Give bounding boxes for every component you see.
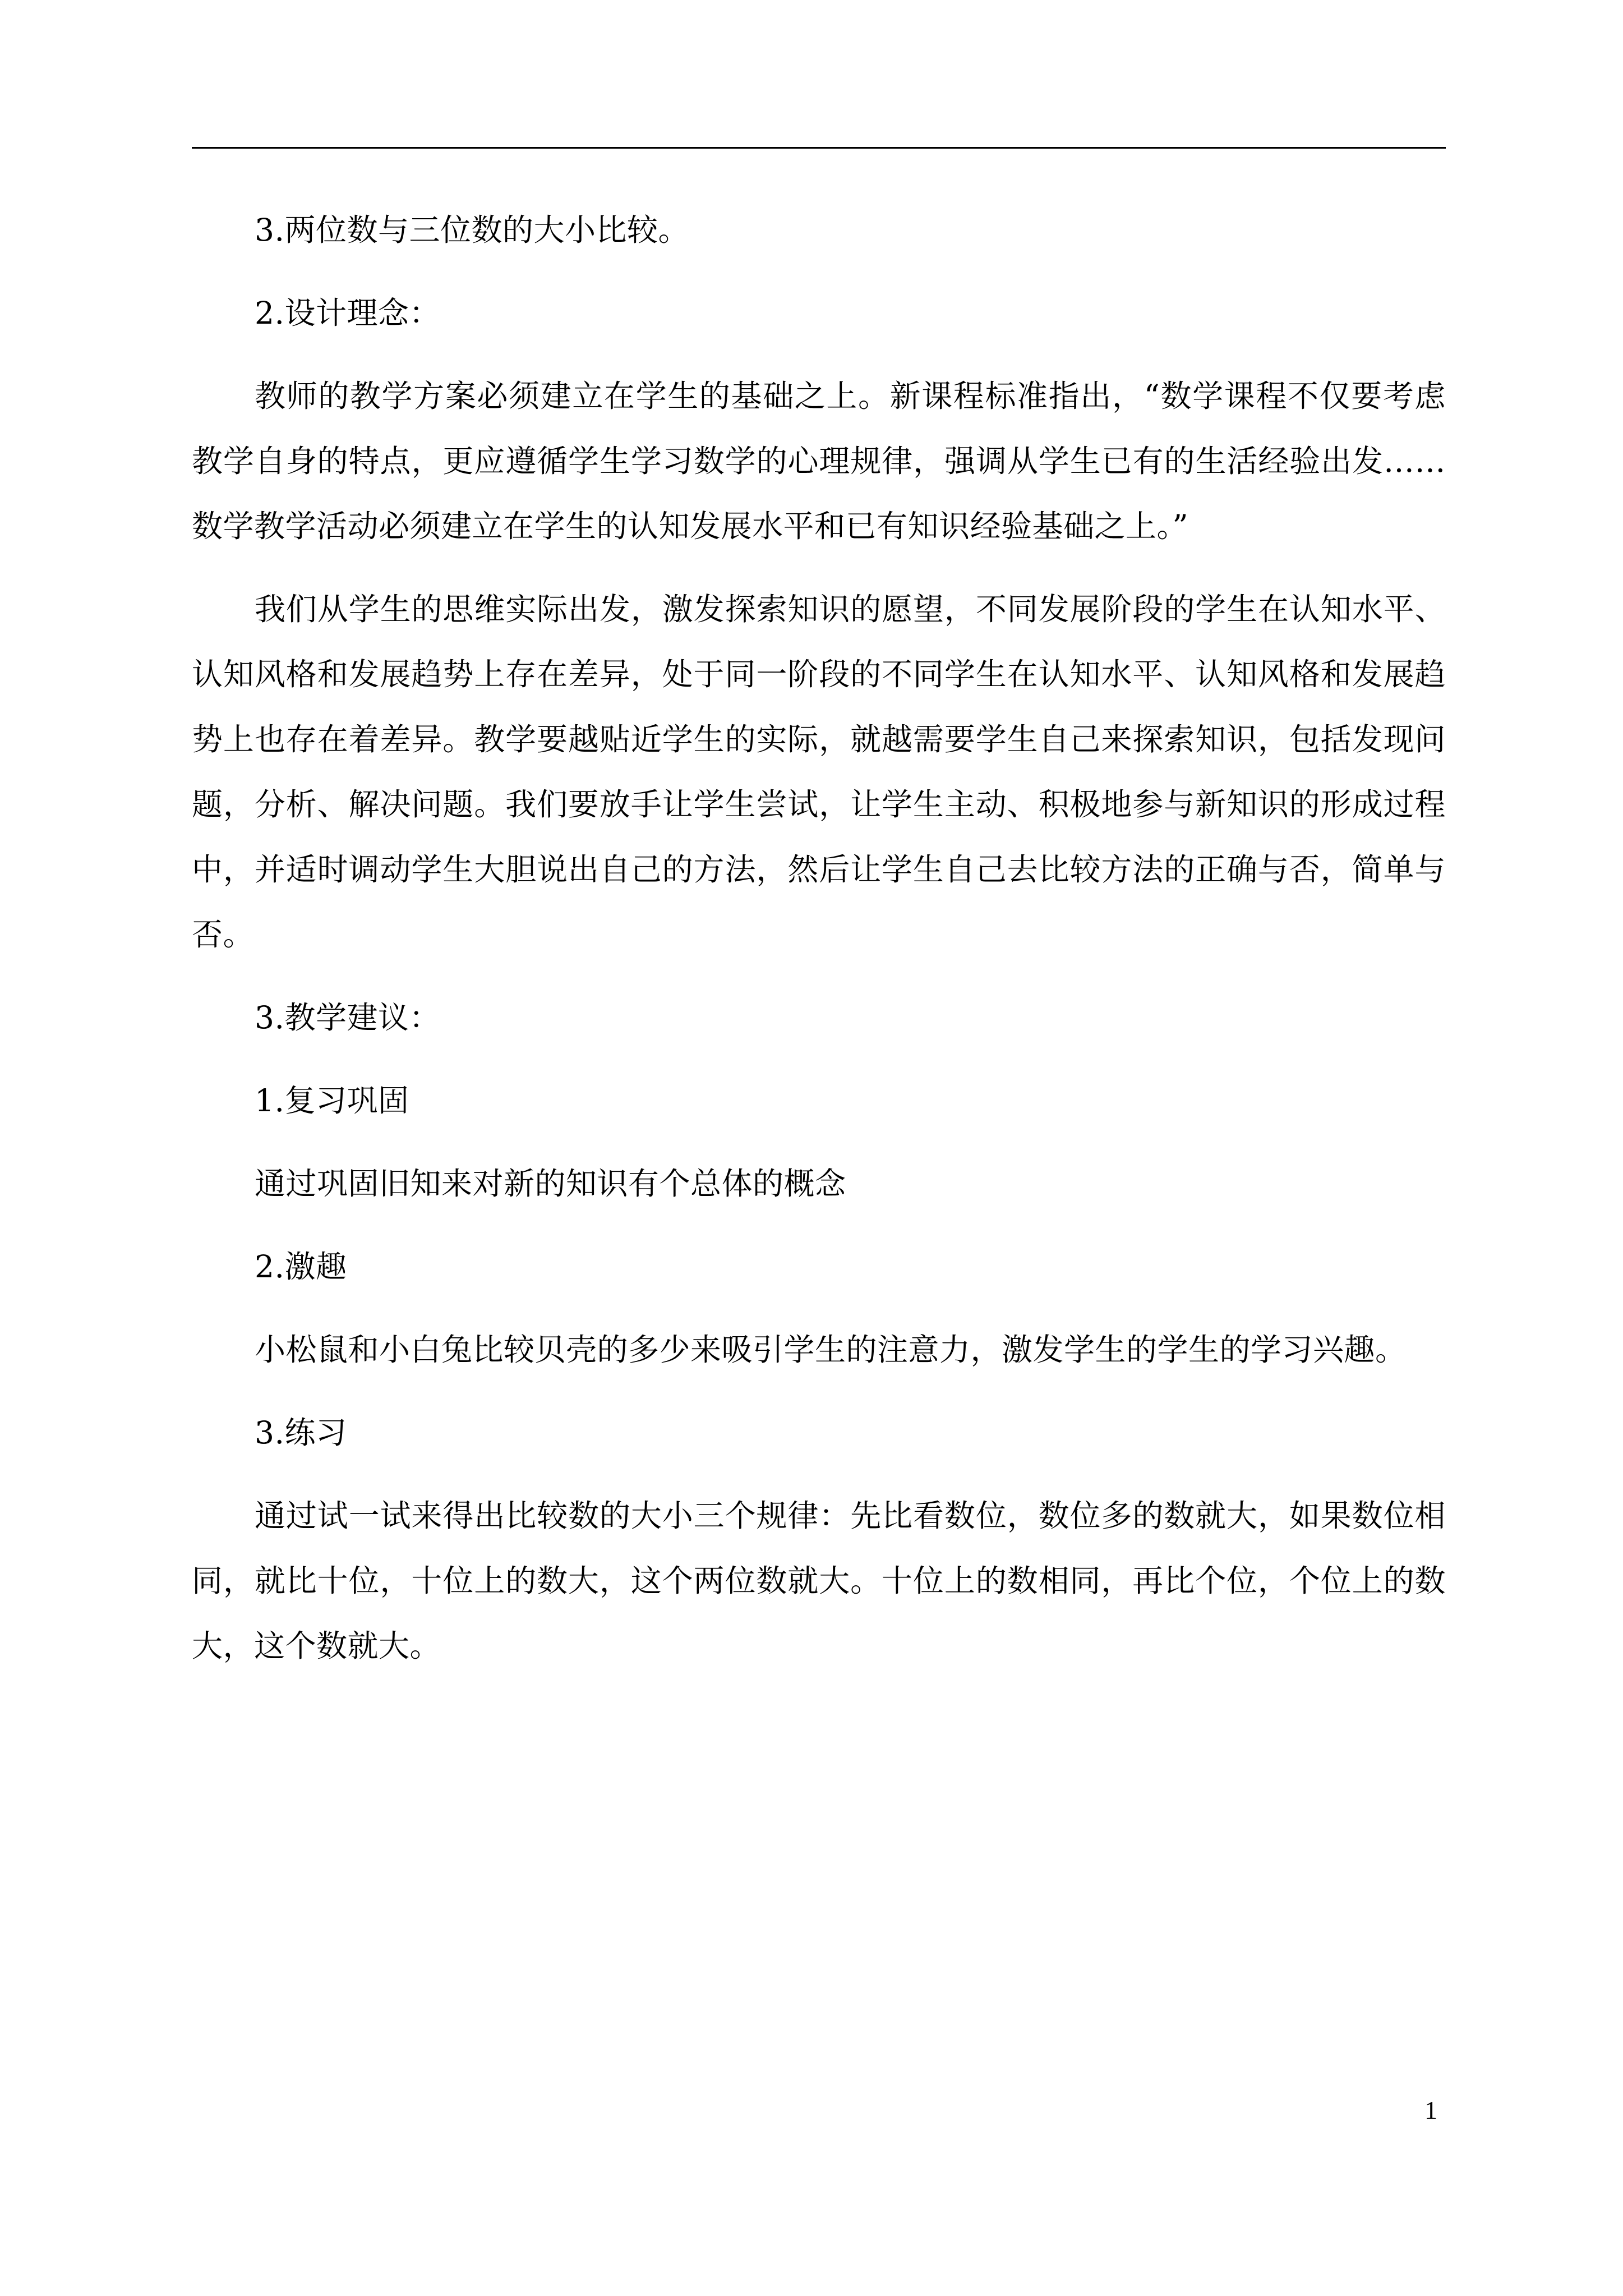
subheading-practice: 3.练习: [255, 1415, 347, 1451]
subheading-review: 1.复习巩固: [255, 1083, 409, 1119]
paragraph-review: 通过巩固旧知来对新的知识有个总体的概念: [255, 1166, 846, 1202]
document-body: [192, 197, 1446, 1696]
section-heading-teaching-suggestions: 3.教学建议：: [255, 1000, 440, 1036]
page-number: 1: [1424, 2096, 1437, 2124]
subheading-motivation: 2.激趣: [255, 1249, 347, 1285]
paragraph-motivation: 小松鼠和小白兔比较贝壳的多少来吸引学生的注意力，激发学生的学生的学习兴趣。: [255, 1332, 1407, 1368]
header-rule: [192, 147, 1446, 149]
paragraph-practice: 通过试一试来得出比较数的大小三个规律：先比看数位，数位多的数就大，如果数位相同，就比十位，十位上的数大，这个两位数就大。十位上的数相同，再比个位，个位上的数大，这个数就大。: [192, 1498, 1446, 1664]
section-heading-design-concept: 2.设计理念：: [255, 295, 440, 331]
section-heading-comparison: 3.两位数与三位数的大小比较。: [255, 212, 689, 248]
paragraph-teaching-plan: 教师的教学方案必须建立在学生的基础之上。新课程标准指出，“数学课程不仅要考虑教学自身的特点，更应遵循学生学习数学的心理规律，强调从学生已有的生活经验出发……数学教学活动必须建立在学生的认知发展水平和已有知识经验基础之上。”: [192, 378, 1446, 544]
paragraph-student-thinking: 我们从学生的思维实际出发，激发探索知识的愿望，不同发展阶段的学生在认知水平、认知风格和发展趋势上存在差异，处于同一阶段的不同学生在认知水平、认知风格和发展趋势上也存在着差异。教学要越贴近学生的实际，就越需要学生自己来探索知识，包括发现问题，分析、解决问题。我们要放手让学生尝试，让学生主动、积极地参与新知识的形成过程中，并适时调动学生大胆说出自己的方法，然后让学生自己去比较方法的正确与否，简单与否。: [192, 591, 1446, 953]
